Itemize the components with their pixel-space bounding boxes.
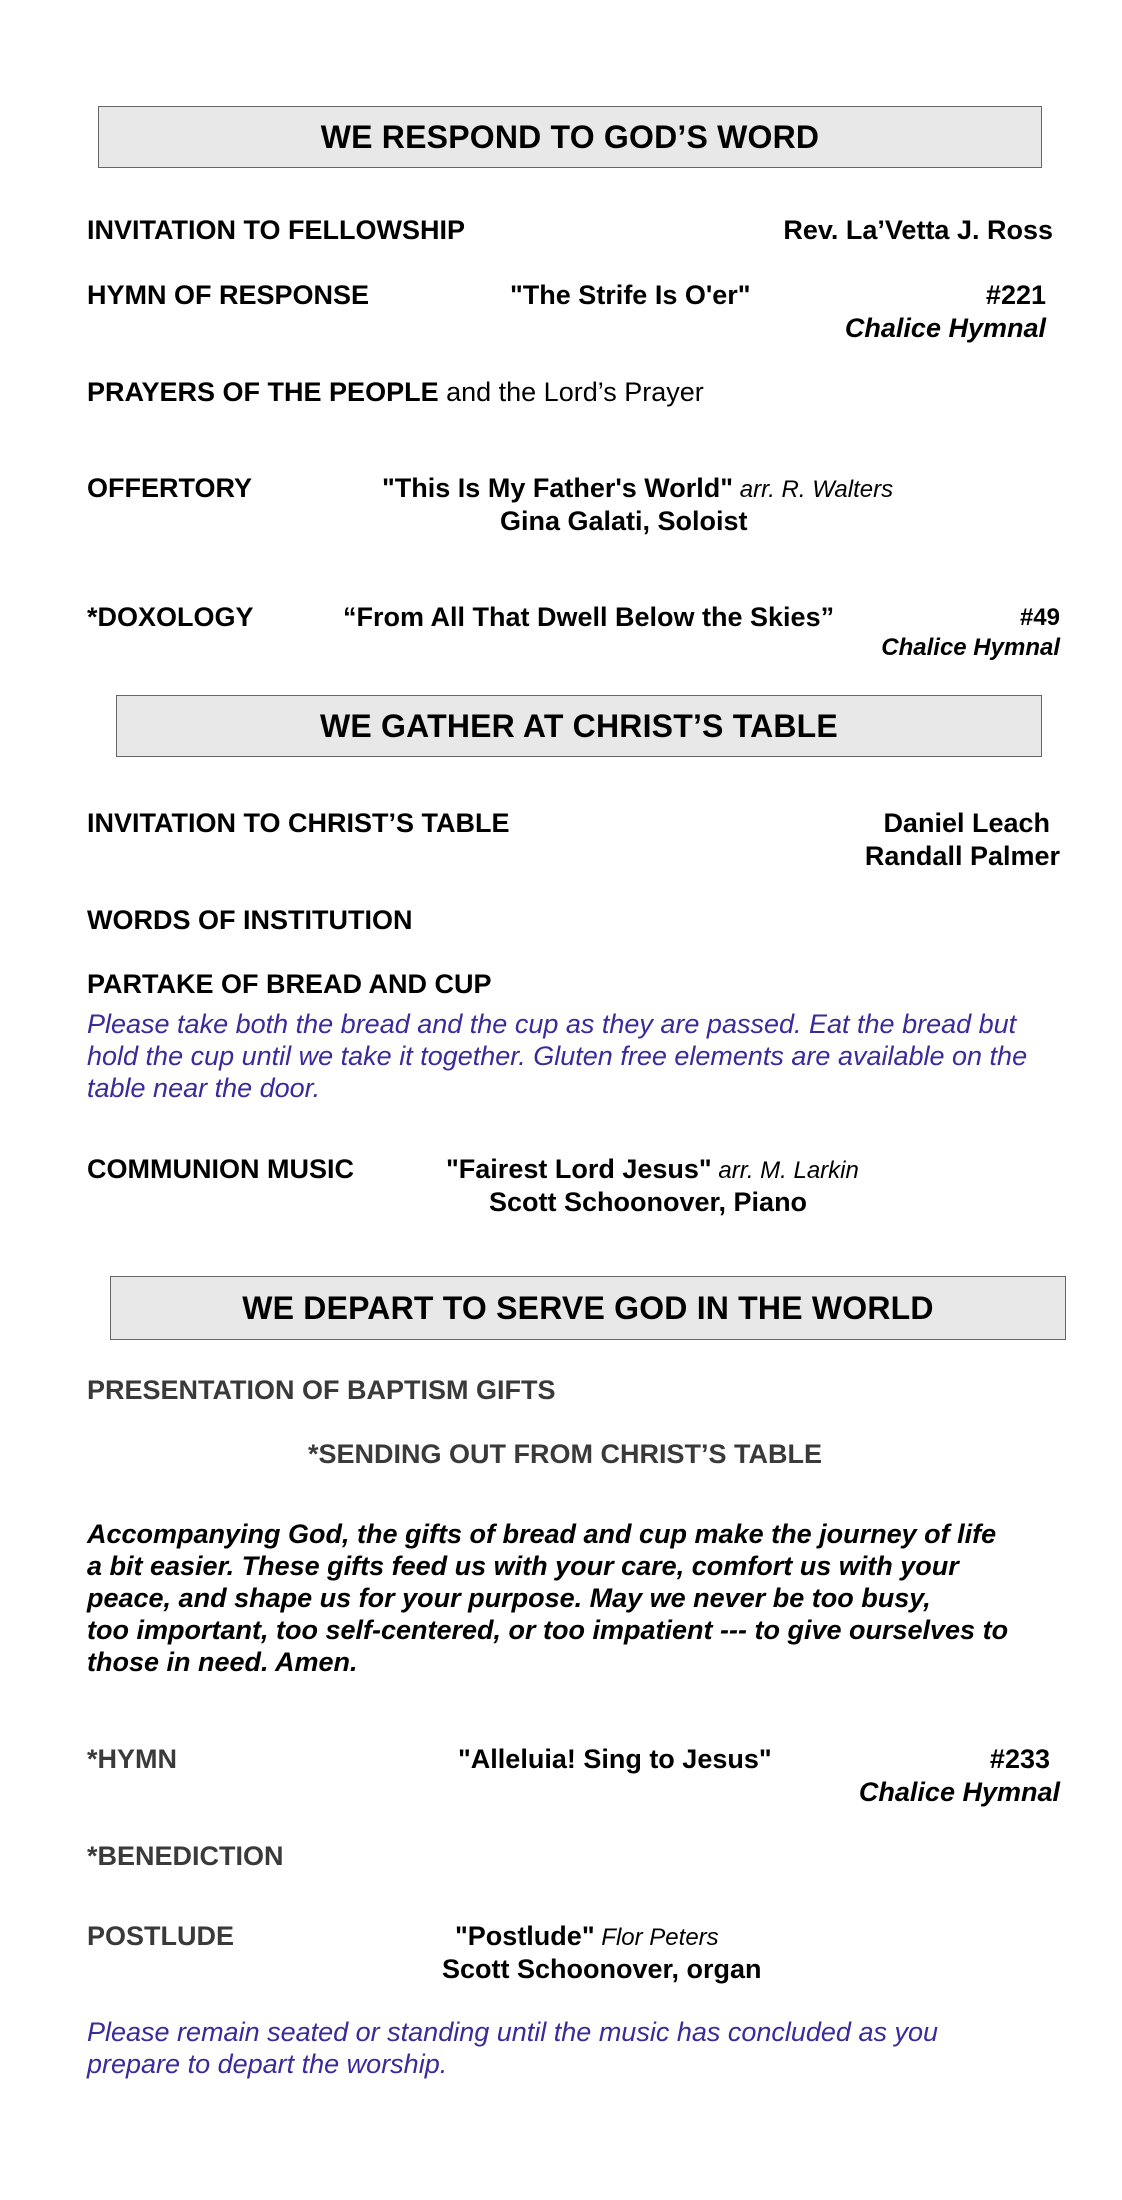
doxology-number: #49 bbox=[1019, 604, 1060, 631]
communion-performer: Scott Schoonover, Piano bbox=[489, 1187, 808, 1217]
hymn-label: *HYMN bbox=[87, 1744, 178, 1774]
section-banner-respond bbox=[98, 106, 1042, 168]
baptism-label: PRESENTATION OF BAPTISM GIFTS bbox=[87, 1375, 556, 1405]
offertory-title: "This Is My Father's World" bbox=[382, 473, 734, 503]
institution-label: WORDS OF INSTITUTION bbox=[87, 905, 413, 935]
closing-note: Please remain seated or standing until the music has concluded as you prepare to depart the worship. bbox=[87, 2017, 939, 2079]
offertory-performer: Gina Galati, Soloist bbox=[500, 506, 748, 536]
hymn-book: Chalice Hymnal bbox=[858, 1777, 1060, 1807]
communion-title-line bbox=[446, 1153, 859, 1186]
postlude-label: POSTLUDE bbox=[87, 1921, 235, 1951]
postlude-performer: Scott Schoonover, organ bbox=[442, 1954, 762, 1984]
hymn-response-title: "The Strife Is O'er" bbox=[510, 280, 751, 310]
section-banner-depart bbox=[110, 1276, 1066, 1340]
fellowship-label: INVITATION TO FELLOWSHIP bbox=[87, 215, 465, 245]
section-banner-gather bbox=[116, 695, 1042, 757]
communion-arranger: arr. M. Larkin bbox=[711, 1157, 859, 1184]
prayers-line bbox=[87, 376, 704, 408]
section-title: WE GATHER AT CHRIST’S TABLE bbox=[320, 707, 838, 744]
invitation-leader-2: Randall Palmer bbox=[864, 841, 1060, 871]
hymn-title: "Alleluia! Sing to Jesus" bbox=[458, 1744, 772, 1774]
prayer-line: a bit easier. These gifts feed us with your care, comfort us with your bbox=[87, 1551, 959, 1581]
prayer-line: those in need. Amen. bbox=[87, 1647, 358, 1677]
partake-label: PARTAKE OF BREAD AND CUP bbox=[87, 969, 492, 999]
section-title: WE DEPART TO SERVE GOD IN THE WORLD bbox=[242, 1289, 934, 1326]
offertory-title-line bbox=[382, 472, 893, 505]
section-title: WE RESPOND TO GOD’S WORD bbox=[320, 118, 820, 155]
prayer-line: peace, and shape us for your purpose. May we never be too busy, bbox=[87, 1583, 931, 1613]
prayers-rest: and the Lord’s Prayer bbox=[438, 377, 704, 407]
benediction-label: *BENEDICTION bbox=[87, 1841, 284, 1871]
postlude-title-line bbox=[455, 1920, 719, 1953]
partake-note: Please take both the bread and the cup as they are passed. Eat the bread but hold the cup until we take it together. Gluten free elements are available on the table near the door. bbox=[87, 1009, 1028, 1103]
prayer-line: Accompanying God, the gifts of bread and cup make the journey of life bbox=[87, 1519, 997, 1549]
sending-prayer bbox=[87, 1518, 1008, 1678]
hymn-number: #233 bbox=[989, 1744, 1050, 1774]
postlude-title: "Postlude" bbox=[455, 1921, 595, 1951]
doxology-title: “From All That Dwell Below the Skies” bbox=[343, 602, 835, 632]
invitation-label: INVITATION TO CHRIST’S TABLE bbox=[87, 808, 510, 838]
communion-title: "Fairest Lord Jesus" bbox=[446, 1154, 712, 1184]
hymn-response-number: #221 bbox=[985, 280, 1046, 310]
communion-label: COMMUNION MUSIC bbox=[87, 1154, 354, 1184]
offertory-arranger: arr. R. Walters bbox=[733, 476, 894, 503]
doxology-label: *DOXOLOGY bbox=[87, 602, 254, 632]
postlude-composer: Flor Peters bbox=[594, 1924, 719, 1951]
sending-label: *SENDING OUT FROM CHRIST’S TABLE bbox=[308, 1439, 823, 1469]
invitation-leader-1: Daniel Leach bbox=[883, 808, 1050, 838]
hymn-response-book: Chalice Hymnal bbox=[844, 313, 1046, 343]
prayer-line: too important, too self-centered, or too impatient --- to give ourselves to bbox=[87, 1615, 1009, 1645]
prayers-label: PRAYERS OF THE PEOPLE bbox=[87, 377, 439, 407]
hymn-response-label: HYMN OF RESPONSE bbox=[87, 280, 370, 310]
fellowship-leader: Rev. La’Vetta J. Ross bbox=[783, 215, 1053, 245]
offertory-label: OFFERTORY bbox=[87, 473, 253, 503]
doxology-book: Chalice Hymnal bbox=[881, 634, 1060, 661]
